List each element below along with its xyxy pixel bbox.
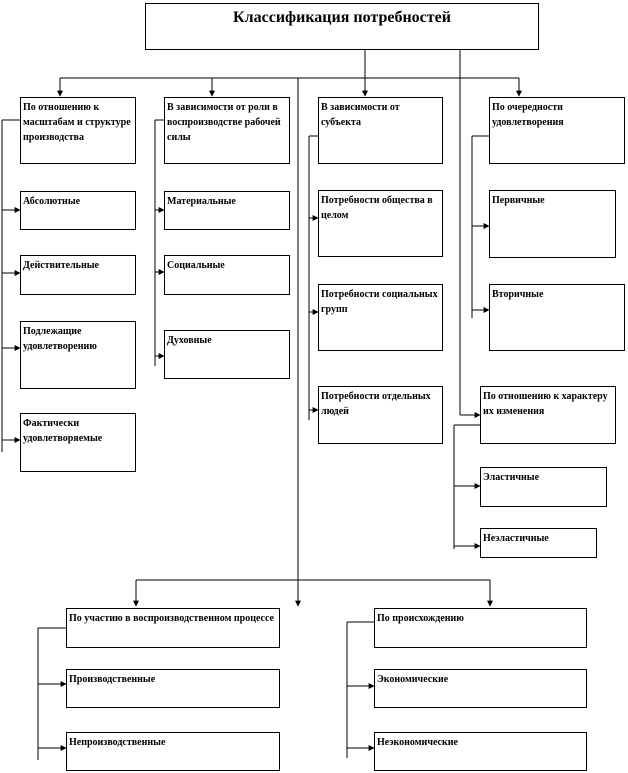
item-absolute: Абсолютные (20, 191, 136, 230)
item-economic: Экономические (374, 669, 587, 708)
category-scale-structure: По отношению к масштабам и структуре производства (20, 97, 136, 164)
item-inelastic: Неэластичные (480, 528, 597, 558)
item-social: Социальные (164, 255, 290, 295)
category-priority: По очередности удовлетворения (489, 97, 625, 164)
item-spiritual: Духовные (164, 330, 290, 379)
item-non-productive: Непроизводственные (66, 732, 280, 771)
item-material: Материальные (164, 191, 290, 230)
item-to-be-satisfied: Подлежащие удовлетворению (20, 321, 136, 389)
category-origin: По происхождению (374, 608, 587, 648)
diagram-title: Классификация потребностей (145, 3, 539, 50)
item-elastic: Эластичные (480, 467, 607, 507)
item-secondary: Вторичные (489, 284, 625, 351)
item-actual: Действительные (20, 255, 136, 295)
category-subject: В зависимости от субъекта (318, 97, 443, 164)
category-role-reproduction: В зависимости от роли в воспроизводстве рабочей силы (164, 97, 290, 164)
item-primary: Первичные (489, 190, 616, 258)
item-social-groups: Потребности социальных групп (318, 284, 443, 351)
item-society: Потребности общества в целом (318, 190, 443, 257)
category-change: По отношению к характеру их изменения (480, 386, 616, 444)
item-productive: Производственные (66, 669, 280, 708)
item-individuals: Потребности отдельных людей (318, 386, 443, 444)
item-non-economic: Неэкономические (374, 732, 587, 771)
category-reproduction-participation: По участию в воспроизводственном процессе (66, 608, 280, 648)
item-actually-satisfied: Фактически удовлетворяемые (20, 413, 136, 472)
